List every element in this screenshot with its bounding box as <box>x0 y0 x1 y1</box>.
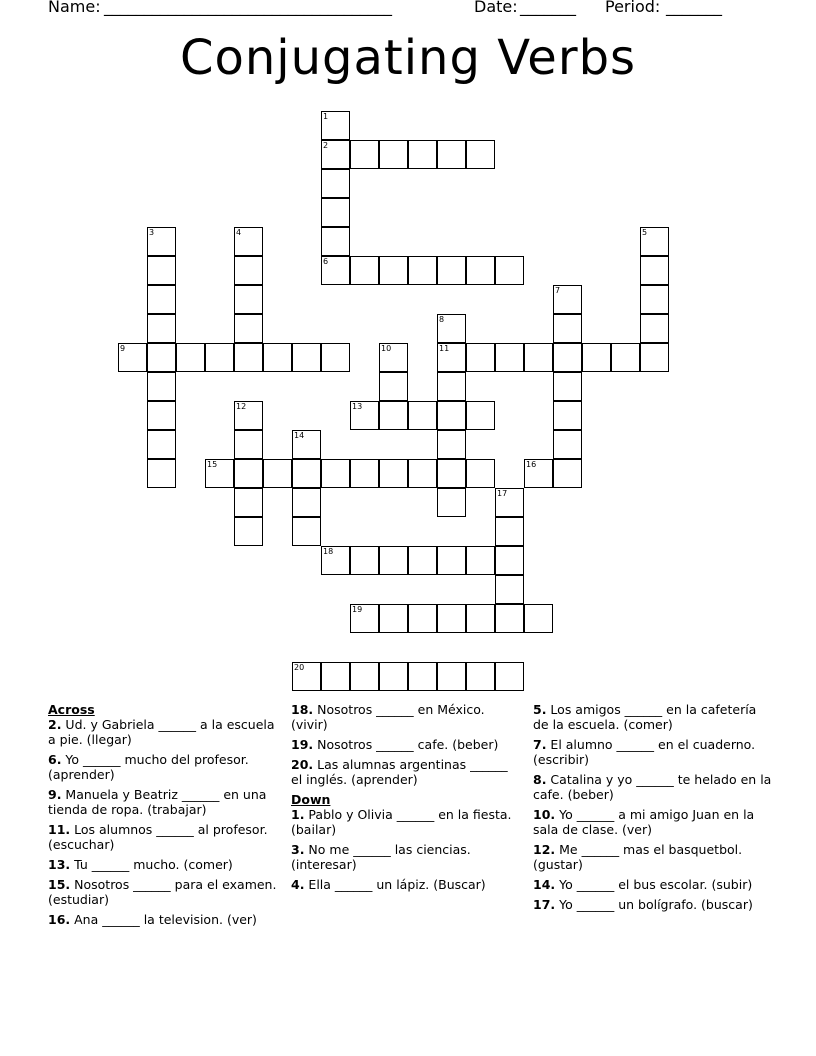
crossword-cell[interactable] <box>350 662 379 691</box>
crossword-cell[interactable] <box>118 343 147 372</box>
cell-number: 1 <box>323 112 329 121</box>
crossword-cell[interactable] <box>640 314 669 343</box>
crossword-cell[interactable] <box>408 662 437 691</box>
crossword-cell[interactable] <box>234 459 263 488</box>
clue-item <box>48 912 278 927</box>
clues-column-3 <box>533 702 773 917</box>
crossword-cell[interactable] <box>292 430 321 459</box>
crossword-cell[interactable] <box>553 430 582 459</box>
clue-text: Nosotros ______ cafe. (beber) <box>313 737 499 752</box>
crossword-cell[interactable] <box>408 546 437 575</box>
clue-text: Nosotros ______ en México. (vivir) <box>291 702 485 732</box>
crossword-cell[interactable] <box>147 401 176 430</box>
clue-text: Tu ______ mucho. (comer) <box>70 857 233 872</box>
clue-text: Nosotros ______ para el examen. (estudiar) <box>48 877 277 907</box>
crossword-cell[interactable] <box>321 256 350 285</box>
clue-number: 11. <box>48 822 71 837</box>
crossword-cell[interactable] <box>379 401 408 430</box>
clue-text: Ana ______ la television. (ver) <box>70 912 257 927</box>
crossword-cell[interactable] <box>640 256 669 285</box>
clue-number: 17. <box>533 897 556 912</box>
crossword-cell[interactable] <box>292 517 321 546</box>
crossword-cell[interactable] <box>611 343 640 372</box>
clue-text: Ud. y Gabriela ______ a la escuela a pie. (llegar) <box>48 717 275 747</box>
clue-text: El alumno ______ en el cuaderno. (escribir) <box>533 737 756 767</box>
date-line[interactable]: _______ <box>520 0 576 16</box>
crossword-cell[interactable] <box>321 546 350 575</box>
crossword-cell[interactable] <box>466 401 495 430</box>
clue-item <box>291 702 521 732</box>
crossword-cell[interactable] <box>205 459 234 488</box>
crossword-cell[interactable] <box>379 546 408 575</box>
crossword-cell[interactable] <box>379 662 408 691</box>
clue-text: No me ______ las ciencias. (interesar) <box>291 842 471 872</box>
clue-number: 15. <box>48 877 71 892</box>
clue-number: 6. <box>48 752 62 767</box>
crossword-cell[interactable] <box>234 517 263 546</box>
crossword-cell[interactable] <box>437 604 466 633</box>
crossword-cell[interactable] <box>321 227 350 256</box>
crossword-cell[interactable] <box>263 459 292 488</box>
date-label: Date: <box>474 0 518 16</box>
crossword-cell[interactable] <box>495 488 524 517</box>
crossword-cell[interactable] <box>582 343 611 372</box>
crossword-cell[interactable] <box>350 459 379 488</box>
crossword-cell[interactable] <box>437 372 466 401</box>
crossword-cell[interactable] <box>553 285 582 314</box>
clue-number: 12. <box>533 842 556 857</box>
cell-number: 19 <box>352 605 363 614</box>
clues-column-2 <box>291 702 521 897</box>
crossword-cell[interactable] <box>466 459 495 488</box>
crossword-cell[interactable] <box>466 604 495 633</box>
crossword-cell[interactable] <box>147 343 176 372</box>
cell-number: 4 <box>236 228 242 237</box>
page-title: Conjugating Verbs <box>179 30 637 86</box>
cell-number: 16 <box>526 460 537 469</box>
crossword-cell[interactable] <box>147 430 176 459</box>
crossword-cell[interactable] <box>437 401 466 430</box>
crossword-cell[interactable] <box>466 140 495 169</box>
cell-number: 15 <box>207 460 218 469</box>
crossword-cell[interactable] <box>437 430 466 459</box>
clue-number: 19. <box>291 737 314 752</box>
crossword-cell[interactable] <box>408 604 437 633</box>
crossword-cell[interactable] <box>379 372 408 401</box>
clue-number: 1. <box>291 807 305 822</box>
clue-item <box>533 702 773 732</box>
name-line[interactable]: ____________________________________ <box>104 0 392 16</box>
down-heading: Down <box>291 792 331 807</box>
clue-number: 16. <box>48 912 71 927</box>
clue-number: 9. <box>48 787 62 802</box>
cell-number: 2 <box>323 141 329 150</box>
crossword-cell[interactable] <box>640 343 669 372</box>
cell-number: 9 <box>120 344 126 353</box>
crossword-cell[interactable] <box>292 343 321 372</box>
clue-item <box>533 807 773 837</box>
crossword-cell[interactable] <box>321 140 350 169</box>
clue-item <box>48 752 278 782</box>
cell-number: 14 <box>294 431 305 440</box>
clue-item <box>291 842 521 872</box>
crossword-cell[interactable] <box>350 546 379 575</box>
crossword-cell[interactable] <box>379 604 408 633</box>
crossword-cell[interactable] <box>437 459 466 488</box>
crossword-cell[interactable] <box>495 662 524 691</box>
crossword-cell[interactable] <box>321 459 350 488</box>
cell-number: 6 <box>323 257 329 266</box>
clue-text: Yo ______ un bolígrafo. (buscar) <box>555 897 753 912</box>
crossword-cell[interactable] <box>553 343 582 372</box>
clue-text: Manuela y Beatriz ______ en una tienda de ropa. (trabajar) <box>48 787 267 817</box>
clue-item <box>533 772 773 802</box>
crossword-cell[interactable] <box>205 343 234 372</box>
crossword-cell[interactable] <box>147 285 176 314</box>
clue-text: Los amigos ______ en la cafetería de la escuela. (comer) <box>533 702 757 732</box>
crossword-cell[interactable] <box>147 459 176 488</box>
clue-text: Yo ______ mucho del profesor. (aprender) <box>48 752 249 782</box>
period-label: Period: <box>605 0 661 16</box>
clue-text: Las alumnas argentinas ______ el inglés. (aprender) <box>291 757 508 787</box>
cell-number: 3 <box>149 228 155 237</box>
crossword-cell[interactable] <box>234 401 263 430</box>
clue-text: Yo ______ el bus escolar. (subir) <box>555 877 753 892</box>
crossword-cell[interactable] <box>379 343 408 372</box>
crossword-cell[interactable] <box>553 401 582 430</box>
clue-text: Me ______ mas el basquetbol. (gustar) <box>533 842 743 872</box>
clue-number: 3. <box>291 842 305 857</box>
crossword-cell[interactable] <box>495 604 524 633</box>
clue-text: Yo ______ a mi amigo Juan en la sala de clase. (ver) <box>533 807 755 837</box>
crossword-cell[interactable] <box>147 372 176 401</box>
crossword-cell[interactable] <box>408 256 437 285</box>
crossword-cell[interactable] <box>466 546 495 575</box>
crossword-cell[interactable] <box>495 256 524 285</box>
period-line[interactable]: _______ <box>666 0 722 16</box>
crossword-cell[interactable] <box>234 227 263 256</box>
crossword-cell[interactable] <box>495 343 524 372</box>
clue-text: Los alumnos ______ al profesor. (escuchar) <box>48 822 268 852</box>
crossword-cell[interactable] <box>292 488 321 517</box>
crossword-cell[interactable] <box>437 343 466 372</box>
cell-number: 18 <box>323 547 334 556</box>
clue-item <box>291 807 521 837</box>
clue-number: 14. <box>533 877 556 892</box>
cell-number: 17 <box>497 489 508 498</box>
clue-number: 18. <box>291 702 314 717</box>
crossword-cell[interactable] <box>524 459 553 488</box>
crossword-cell[interactable] <box>321 198 350 227</box>
crossword-cell[interactable] <box>495 575 524 604</box>
clue-item <box>533 877 773 892</box>
crossword-cell[interactable] <box>437 488 466 517</box>
crossword-cell[interactable] <box>234 430 263 459</box>
crossword-cell[interactable] <box>147 227 176 256</box>
crossword-cell[interactable] <box>640 285 669 314</box>
crossword-cell[interactable] <box>437 256 466 285</box>
crossword-cell[interactable] <box>553 459 582 488</box>
clue-number: 7. <box>533 737 547 752</box>
crossword-cell[interactable] <box>292 662 321 691</box>
crossword-cell[interactable] <box>350 140 379 169</box>
crossword-cell[interactable] <box>553 372 582 401</box>
crossword-cell[interactable] <box>466 343 495 372</box>
cell-number: 11 <box>439 344 450 353</box>
cell-number: 8 <box>439 315 445 324</box>
crossword-cell[interactable] <box>495 517 524 546</box>
clue-number: 2. <box>48 717 62 732</box>
crossword-cell[interactable] <box>147 314 176 343</box>
crossword-cell[interactable] <box>640 227 669 256</box>
crossword-cell[interactable] <box>379 256 408 285</box>
cell-number: 5 <box>642 228 648 237</box>
crossword-cell[interactable] <box>234 285 263 314</box>
crossword-cell[interactable] <box>379 459 408 488</box>
crossword-cell[interactable] <box>524 604 553 633</box>
crossword-cell[interactable] <box>437 662 466 691</box>
clue-item <box>291 877 521 892</box>
cell-number: 7 <box>555 286 561 295</box>
clue-item <box>48 717 278 747</box>
clue-number: 20. <box>291 757 314 772</box>
crossword-cell[interactable] <box>350 604 379 633</box>
clue-number: 4. <box>291 877 305 892</box>
clue-text: Pablo y Olivia ______ en la fiesta. (bailar) <box>291 807 512 837</box>
crossword-cell[interactable] <box>379 140 408 169</box>
crossword-cell[interactable] <box>408 459 437 488</box>
clue-item <box>533 897 773 912</box>
crossword-cell[interactable] <box>408 401 437 430</box>
crossword-cell[interactable] <box>466 256 495 285</box>
crossword-cell[interactable] <box>176 343 205 372</box>
crossword-cell[interactable] <box>321 111 350 140</box>
clue-item <box>291 757 521 787</box>
crossword-cell[interactable] <box>524 343 553 372</box>
clue-number: 5. <box>533 702 547 717</box>
crossword-cell[interactable] <box>350 401 379 430</box>
clue-number: 8. <box>533 772 547 787</box>
crossword-cell[interactable] <box>292 459 321 488</box>
cell-number: 12 <box>236 402 247 411</box>
across-heading: Across <box>48 702 95 717</box>
crossword-cell[interactable] <box>234 488 263 517</box>
crossword-cell[interactable] <box>321 169 350 198</box>
crossword-cell[interactable] <box>437 314 466 343</box>
clue-item <box>533 842 773 872</box>
crossword-cell[interactable] <box>408 140 437 169</box>
crossword-cell[interactable] <box>234 314 263 343</box>
crossword-cell[interactable] <box>147 256 176 285</box>
crossword-cell[interactable] <box>495 546 524 575</box>
crossword-cell[interactable] <box>553 314 582 343</box>
cell-number: 13 <box>352 402 363 411</box>
crossword-cell[interactable] <box>466 662 495 691</box>
clue-item <box>533 737 773 767</box>
name-label: Name: <box>48 0 101 16</box>
clue-text: Catalina y yo ______ te helado en la cafe. (beber) <box>533 772 772 802</box>
crossword-cell[interactable] <box>234 343 263 372</box>
clues-column-1 <box>48 702 278 932</box>
clue-number: 10. <box>533 807 556 822</box>
clue-text: Ella ______ un lápiz. (Buscar) <box>304 877 486 892</box>
clue-item <box>48 877 278 907</box>
crossword-cell[interactable] <box>350 256 379 285</box>
clue-number: 13. <box>48 857 71 872</box>
crossword-cell[interactable] <box>437 140 466 169</box>
crossword-cell[interactable] <box>234 256 263 285</box>
crossword-cell[interactable] <box>321 343 350 372</box>
crossword-cell[interactable] <box>263 343 292 372</box>
clue-item <box>291 737 521 752</box>
clue-item <box>48 822 278 852</box>
clue-item <box>48 787 278 817</box>
cell-number: 20 <box>294 663 305 672</box>
clue-item <box>48 857 278 872</box>
crossword-cell[interactable] <box>437 546 466 575</box>
crossword-cell[interactable] <box>321 662 350 691</box>
cell-number: 10 <box>381 344 392 353</box>
